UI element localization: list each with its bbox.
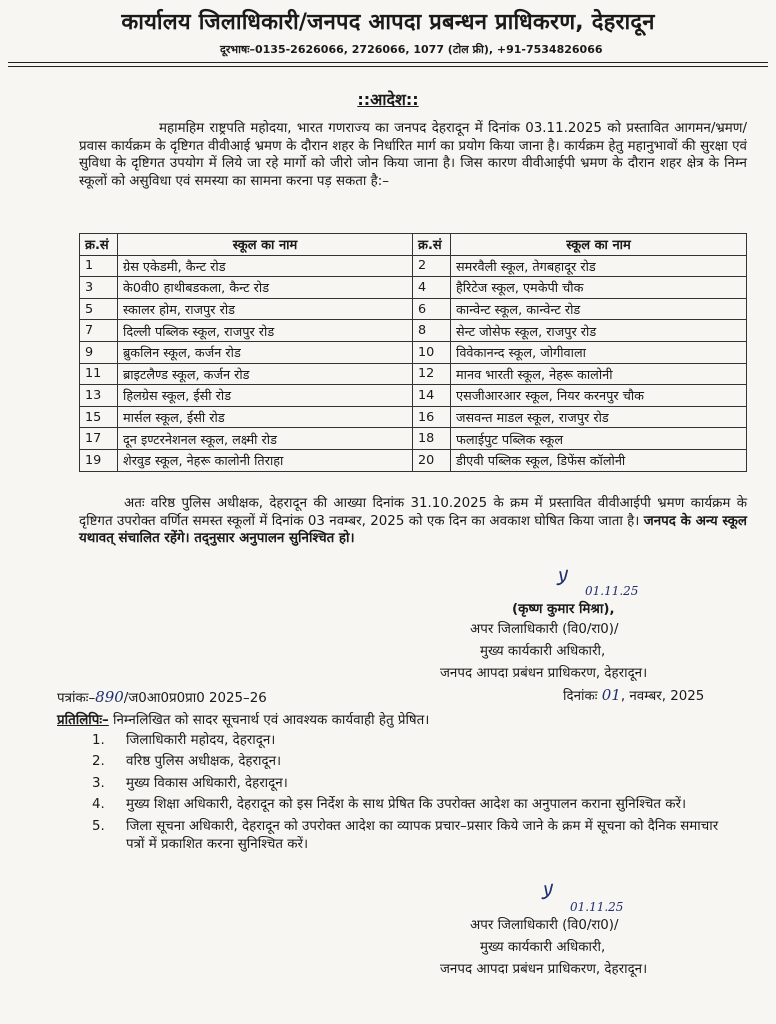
signatory-designation-2: मुख्य कार्यकारी अधिकारी, bbox=[480, 940, 606, 955]
table-row bbox=[80, 406, 747, 428]
signature-initials: ﻻ bbox=[555, 566, 567, 590]
list-item bbox=[92, 796, 732, 814]
serial-number-cell: 14 bbox=[413, 385, 451, 407]
school-name-cell: एसजीआरआर स्कूल, नियर करनपुर चौक bbox=[451, 385, 747, 407]
serial-number-cell: 19 bbox=[80, 449, 118, 471]
order-heading: ::आदेश:: bbox=[357, 90, 419, 109]
issue-date bbox=[563, 686, 704, 706]
header-rule-2 bbox=[8, 66, 768, 67]
serial-number-cell: 16 bbox=[413, 406, 451, 428]
decision-bold-text: जनपद के अन्य स्कूल यथावत् संचालित रहेंगे। तद्नुसार अनुपालन सुनिश्चित हो। bbox=[79, 513, 748, 547]
signatory-designation-3: जनपद आपदा प्रबंधन प्राधिकरण, देहरादून। bbox=[440, 962, 648, 977]
signatory-designation-1: अपर जिलाधिकारी (वि0/रा0)/ bbox=[470, 918, 619, 933]
school-name-cell: हैरिटेज स्कूल, एमकेपी चौक bbox=[451, 277, 747, 299]
serial-number-cell: 1 bbox=[80, 255, 118, 277]
school-name-cell: के0वी0 हाथीबडकला, कैन्ट रोड bbox=[118, 277, 413, 299]
school-name-cell: समरवैली स्कूल, तेगबहादूर रोड bbox=[451, 255, 747, 277]
serial-number-cell: 6 bbox=[413, 298, 451, 320]
serial-number-cell: 9 bbox=[80, 341, 118, 363]
copy-label: प्रतिलिपिः– bbox=[57, 713, 109, 728]
schools-table bbox=[79, 233, 747, 472]
table-row bbox=[80, 320, 747, 342]
table-row bbox=[80, 298, 747, 320]
school-name-cell: हिलग्रेस स्कूल, ईसी रोड bbox=[118, 385, 413, 407]
reference-label: पत्रांकः– bbox=[57, 691, 96, 706]
school-name-cell: दून इण्टरनेशनल स्कूल, लक्ष्मी रोड bbox=[118, 428, 413, 450]
list-item-number: 4. bbox=[92, 797, 105, 813]
handwritten-date: 01.11.25 bbox=[570, 900, 624, 914]
serial-number-cell: 7 bbox=[80, 320, 118, 342]
school-name-cell: ग्रेस एकेडमी, कैन्ट रोड bbox=[118, 255, 413, 277]
reference-line: पत्रांकः–890/ज0आ0प्र0प्रा0 2025–26 bbox=[57, 688, 267, 706]
office-title: कार्यालय जिलाधिकारी/जनपद आपदा प्रबन्धन प्राधिकरण, देहरादून bbox=[121, 10, 655, 35]
list-item bbox=[92, 818, 732, 855]
signatory-designation-1: अपर जिलाधिकारी (वि0/रा0)/ bbox=[470, 622, 619, 637]
serial-number-cell: 3 bbox=[80, 277, 118, 299]
table-row bbox=[80, 363, 747, 385]
col-header-sn: क्र.सं bbox=[80, 234, 118, 256]
list-item bbox=[92, 732, 732, 750]
school-name-cell: मार्सल स्कूल, ईसी रोड bbox=[118, 406, 413, 428]
table-row bbox=[80, 385, 747, 407]
reference-number: 890 bbox=[95, 688, 124, 706]
serial-number-cell: 2 bbox=[413, 255, 451, 277]
serial-number-cell: 13 bbox=[80, 385, 118, 407]
school-name-cell: शेरवुड स्कूल, नेहरू कालोनी तिराहा bbox=[118, 449, 413, 471]
col-header-school: स्कूल का नाम bbox=[451, 234, 747, 256]
serial-number-cell: 8 bbox=[413, 320, 451, 342]
copy-recipients-list bbox=[92, 732, 732, 857]
serial-number-cell: 17 bbox=[80, 428, 118, 450]
serial-number-cell: 4 bbox=[413, 277, 451, 299]
list-item-number: 3. bbox=[92, 775, 105, 791]
office-phone: दूरभाषः–0135-2626066, 2726066, 1077 (टोल फ्री), +91-7534826066 bbox=[220, 43, 603, 56]
issue-date-day: 01 bbox=[601, 686, 621, 704]
signatory-designation-2: मुख्य कार्यकारी अधिकारी, bbox=[480, 644, 606, 659]
list-item-text: मुख्य विकास अधिकारी, देहरादून। bbox=[126, 775, 288, 791]
serial-number-cell: 12 bbox=[413, 363, 451, 385]
signatory-name: (कृष्ण कुमार मिश्रा), bbox=[512, 602, 615, 617]
serial-number-cell: 5 bbox=[80, 298, 118, 320]
school-name-cell: मानव भारती स्कूल, नेहरू कालोनी bbox=[451, 363, 747, 385]
school-name-cell: कान्वेन्ट स्कूल, कान्वेन्ट रोड bbox=[451, 298, 747, 320]
signatory-designation-3: जनपद आपदा प्रबंधन प्राधिकरण, देहरादून। bbox=[440, 666, 648, 681]
school-name-cell: विवेकानन्द स्कूल, जोगीवाला bbox=[451, 341, 747, 363]
school-name-cell: डीएवी पब्लिक स्कूल, डिफेंस कॉलोनी bbox=[451, 449, 747, 471]
school-name-cell: दिल्ली पब्लिक स्कूल, राजपुर रोड bbox=[118, 320, 413, 342]
table-row bbox=[80, 341, 747, 363]
list-item bbox=[92, 775, 732, 793]
school-name-cell: जसवन्त माडल स्कूल, राजपुर रोड bbox=[451, 406, 747, 428]
copy-text: निम्नलिखित को सादर सूचनार्थ एवं आवश्यक कार्यवाही हेतु प्रेषित। bbox=[108, 713, 430, 728]
serial-number-cell: 18 bbox=[413, 428, 451, 450]
list-item-text: वरिष्ठ पुलिस अधीक्षक, देहरादून। bbox=[126, 754, 282, 770]
school-name-cell: स्कालर होम, राजपुर रोड bbox=[118, 298, 413, 320]
header-rule bbox=[8, 62, 768, 63]
table-row bbox=[80, 449, 747, 471]
table-row bbox=[80, 428, 747, 450]
table-row bbox=[80, 277, 747, 299]
list-item bbox=[92, 753, 732, 771]
list-item-text: जिलाधिकारी महोदय, देहरादून। bbox=[126, 733, 276, 748]
decision-paragraph bbox=[79, 495, 747, 548]
intro-paragraph: महामहिम राष्ट्रपति महोदया, भारत गणराज्य का जनपद देहरादून में दिनांक 03.11.2025 को प्रस्तावित आगमन/भ्रमण/प्रवास कार्यक्रम के दृष्टिगत वीवीआई भ्रमण के दौरान शहर के निर्धारित मार्ग का प्रयोग किया जाना है। कार्यक्रम हेतु महानुभावों की सुरक्षा एवं सुविधा के दृष्टिगत उपयोग में लिये जा रहे मार्गो को जीरो जोन किया जाना है। जिस कारण वीवीआईपी भ्रमण के दौरान शहर क्षेत्र के निम्न स्कूलों को असुविधा एवं समस्या का सामना करना पड़ सकता है:– bbox=[79, 121, 747, 189]
serial-number-cell: 11 bbox=[80, 363, 118, 385]
handwritten-date: 01.11.25 bbox=[585, 584, 639, 598]
table-row bbox=[80, 255, 747, 277]
copy-intro bbox=[57, 710, 429, 728]
col-header-sn: क्र.सं bbox=[413, 234, 451, 256]
list-item-text: मुख्य शिक्षा अधिकारी, देहरादून को इस निर्देश के साथ प्रेषित कि उपरोक्त आदेश का अनुपालन कराना सुनिश्चित करें। bbox=[126, 797, 687, 813]
decision-text: अतः वरिष्ठ पुलिस अधीक्षक, देहरादून की आख्या दिनांक 31.10.2025 के क्रम में प्रस्तावित वीवीआईपी भ्रमण कार्यक्रम के दृष्टिगत उपरोक्त वर्णित समस्त स्कूलों में दिनांक 03 नवम्बर, 2025 को एक दिन का अवकाश घोषित किया जाता है। bbox=[79, 496, 747, 529]
school-name-cell: फलाईपुट पब्लिक स्कूल bbox=[451, 428, 747, 450]
list-item-number: 5. bbox=[92, 818, 105, 834]
reference-rest: ज0आ0प्र0प्रा0 2025–26 bbox=[128, 691, 267, 706]
school-name-cell: ब्राइटलैण्ड स्कूल, कर्जन रोड bbox=[118, 363, 413, 385]
school-name-cell: ब्रुकलिन स्कूल, कर्जन रोड bbox=[118, 341, 413, 363]
serial-number-cell: 10 bbox=[413, 341, 451, 363]
list-item-text: जिला सूचना अधिकारी, देहरादून को उपरोक्त आदेश का व्यापक प्रचार–प्रसार किये जाने के क्रम में सूचना को दैनिक समाचार पत्रों में प्रकाशित करना सुनिश्चित करें। bbox=[126, 818, 719, 853]
col-header-school: स्कूल का नाम bbox=[118, 234, 413, 256]
school-name-cell: सेन्ट जोसेफ स्कूल, राजपुर रोड bbox=[451, 320, 747, 342]
serial-number-cell: 15 bbox=[80, 406, 118, 428]
table-header-row bbox=[80, 234, 747, 256]
list-item-number: 1. bbox=[92, 733, 105, 748]
serial-number-cell: 20 bbox=[413, 449, 451, 471]
signature-initials: ﻻ bbox=[540, 880, 552, 904]
issue-date-rest: , नवम्बर, 2025 bbox=[620, 689, 705, 704]
issue-date-label: दिनांकः bbox=[563, 689, 598, 704]
list-item-number: 2. bbox=[92, 754, 105, 770]
